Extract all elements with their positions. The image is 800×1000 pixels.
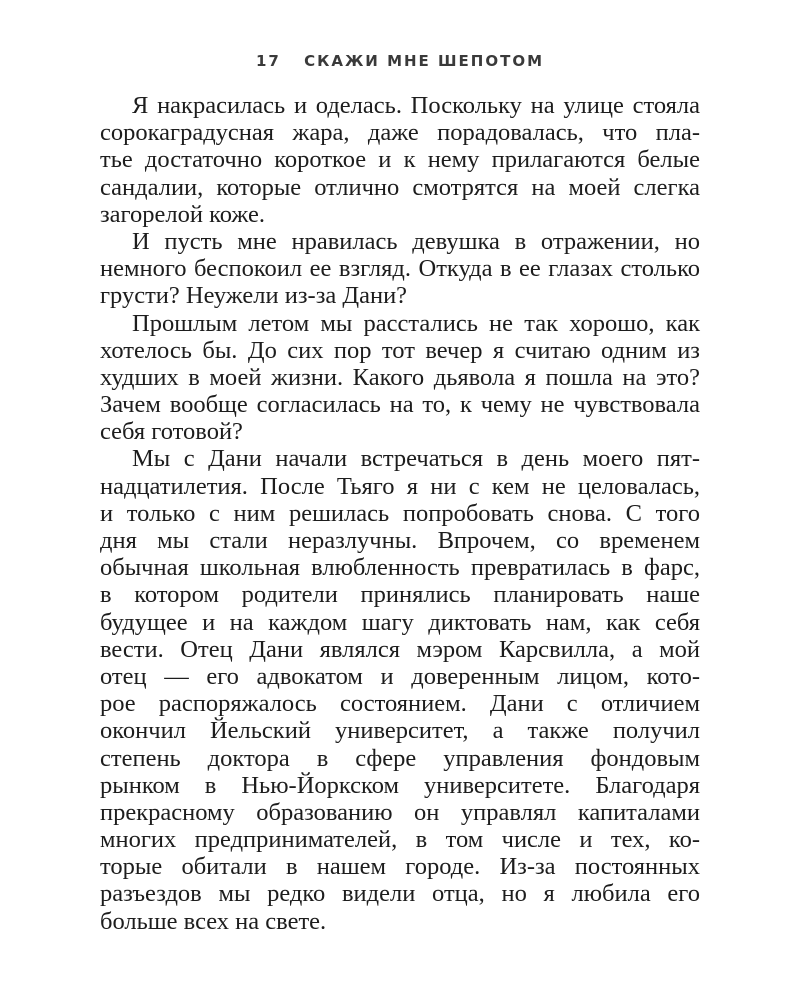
text-line: в котором родители принялись планировать наше bbox=[100, 581, 700, 609]
text-line: немного беспокоил ее взгляд. Откуда в ее глазах столько bbox=[100, 255, 700, 283]
text-line: И пусть мне нравилась девушка в отражении, но bbox=[132, 227, 700, 255]
text-line: загорелой коже. bbox=[100, 200, 265, 228]
text-line: торые обитали в нашем городе. Из-за постоянных bbox=[100, 853, 700, 881]
text-line: окончил Йельский университет, а также получил bbox=[100, 717, 700, 745]
text-line: Я накрасилась и оделась. Поскольку на улице стояла bbox=[132, 92, 700, 119]
text-line: отец — его адвокатом и доверенным лицом, кото- bbox=[100, 662, 700, 690]
text-line: тье достаточно короткое и к нему прилагаются белые bbox=[100, 146, 700, 174]
book-title: СКАЖИ МНЕ ШЕПОТОМ bbox=[304, 52, 545, 70]
text-line: дня мы стали неразлучны. Впрочем, со временем bbox=[100, 527, 700, 554]
text-line: Зачем вообще согласилась на то, к чему не чувствовала bbox=[100, 391, 700, 419]
text-line: Мы с Дани начали встречаться в день моего пят- bbox=[132, 445, 700, 473]
text-line: разъездов мы редко видели отца, но я любила его bbox=[100, 880, 700, 908]
text-line: и только с ним решилась попробовать снова. С того bbox=[100, 499, 700, 527]
text-line: будущее и на каждом шагу диктовать нам, как себя bbox=[100, 608, 700, 636]
text-line: степень доктора в сфере управления фондовым bbox=[100, 744, 700, 772]
text-line: обычная школьная влюбленность превратилась в фарс, bbox=[100, 554, 700, 582]
text-line: Прошлым летом мы расстались не так хорошо, как bbox=[132, 309, 700, 337]
text-line: многих предпринимателей, в том числе и тех, ко- bbox=[100, 826, 700, 854]
running-header bbox=[0, 52, 800, 70]
text-line: грусти? Неужели из-за Дани? bbox=[100, 282, 408, 310]
text-line: надцатилетия. После Тьяго я ни с кем не целовалась, bbox=[100, 472, 700, 500]
text-line: себя готовой? bbox=[100, 418, 243, 446]
body-text bbox=[100, 92, 700, 935]
page-number: 17 bbox=[255, 52, 281, 70]
text-line: сандалии, которые отлично смотрятся на моей слегка bbox=[100, 173, 700, 201]
text-line: вести. Отец Дани являлся мэром Карсвилла, а мой bbox=[100, 635, 700, 663]
text-line: больше всех на свете. bbox=[100, 907, 327, 935]
text-line: хотелось бы. До сих пор тот вечер я считаю одним из bbox=[100, 336, 700, 364]
text-line: рое распоряжалось состоянием. Дани с отличием bbox=[100, 690, 700, 718]
text-line: сорокаградусная жара, даже порадовалась, что пла- bbox=[100, 119, 700, 147]
text-line: рынком в Нью-Йоркском университете. Благодаря bbox=[100, 771, 700, 799]
text-line: худших в моей жизни. Какого дьявола я пошла на это? bbox=[100, 363, 700, 391]
text-line: прекрасному образованию он управлял капиталами bbox=[100, 798, 700, 826]
